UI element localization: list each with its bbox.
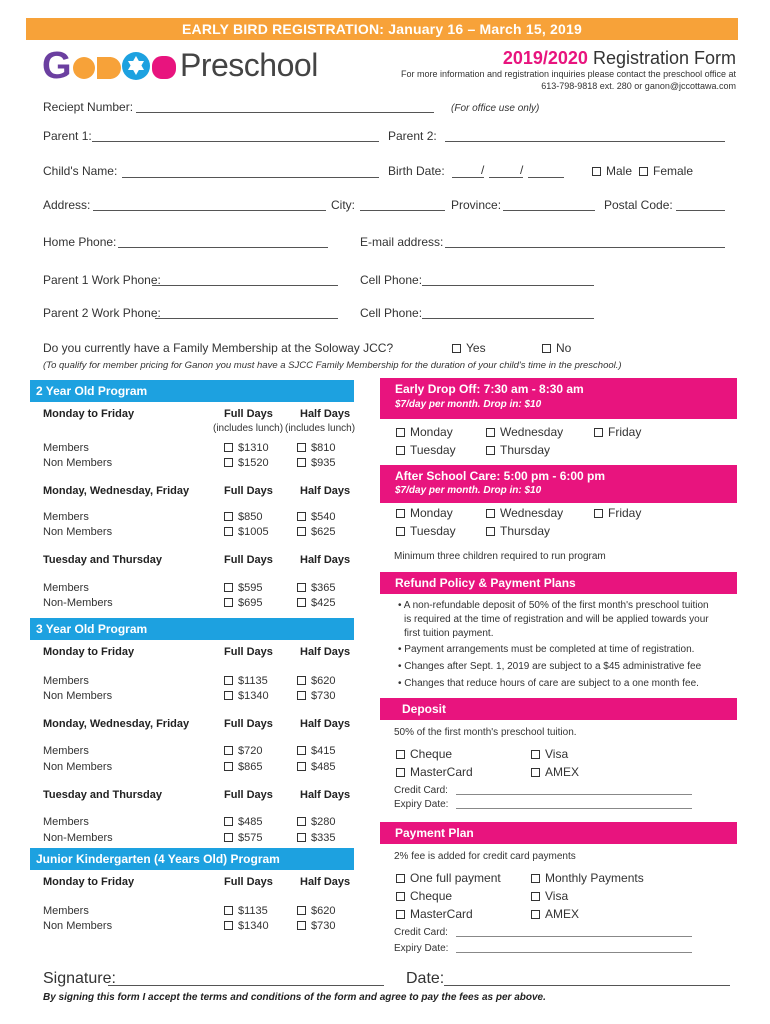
checkbox[interactable] bbox=[224, 512, 233, 521]
date-input[interactable] bbox=[444, 985, 730, 986]
p2-tt-members-half-option[interactable] bbox=[297, 582, 335, 594]
option-label: Monthly Payments bbox=[545, 871, 644, 885]
price: $280 bbox=[311, 816, 336, 828]
parent1-work-phone-label: Parent 1 Work Phone: bbox=[43, 273, 161, 287]
checkbox[interactable] bbox=[224, 746, 233, 755]
p2-tt-full-days-header: Full Days bbox=[224, 554, 273, 566]
price: $425 bbox=[311, 597, 336, 609]
price: $1005 bbox=[238, 526, 269, 538]
price: $620 bbox=[311, 905, 336, 917]
minimum-children-note: Minimum three children required to run program bbox=[394, 551, 606, 562]
checkbox[interactable] bbox=[297, 691, 306, 700]
membership-no-option[interactable] bbox=[542, 341, 571, 355]
checkbox[interactable] bbox=[396, 874, 405, 883]
early-bird-banner: EARLY BIRD REGISTRATION: January 16 – March 15, 2019 bbox=[26, 18, 738, 40]
price: $1340 bbox=[238, 690, 269, 702]
deposit-credit-card-label: Credit Card: bbox=[394, 785, 448, 796]
checkbox[interactable] bbox=[297, 833, 306, 842]
membership-no-checkbox[interactable] bbox=[542, 344, 551, 353]
checkbox[interactable] bbox=[531, 892, 540, 901]
checkbox[interactable] bbox=[531, 768, 540, 777]
contact-info-line2: 613-798-9818 ext. 280 or ganon@jccottawa.com bbox=[541, 81, 736, 91]
deposit-cheque-option[interactable] bbox=[396, 747, 452, 761]
checkbox[interactable] bbox=[224, 676, 233, 685]
p3-mwf-members-full-option[interactable] bbox=[224, 745, 262, 757]
membership-yes-option[interactable] bbox=[452, 341, 486, 355]
terms-statement: By signing this form I accept the terms and conditions of the form and agree to pay the fees as per above. bbox=[43, 992, 546, 1003]
after-school-header bbox=[380, 465, 737, 503]
checkbox[interactable] bbox=[224, 906, 233, 915]
checkbox[interactable] bbox=[224, 443, 233, 452]
date-label: Date: bbox=[406, 970, 445, 987]
option-label: Cheque bbox=[410, 889, 453, 903]
p2-mon-fri-label: Monday to Friday bbox=[43, 408, 135, 420]
p3-mwf-members-label: Members bbox=[43, 745, 89, 757]
p2-mf-half-days-header: Half Days bbox=[300, 408, 351, 420]
price: $810 bbox=[311, 442, 336, 454]
female-option[interactable] bbox=[639, 164, 693, 178]
p2-tt-members-full-option[interactable] bbox=[224, 582, 262, 594]
checkbox[interactable] bbox=[297, 817, 306, 826]
province-input[interactable] bbox=[503, 210, 595, 211]
day-label: Tuesday bbox=[410, 443, 456, 457]
parent1-label: Parent 1: bbox=[43, 129, 92, 143]
plan-monthly-option[interactable] bbox=[531, 871, 644, 885]
parent2-label: Parent 2: bbox=[388, 129, 437, 143]
price: $720 bbox=[238, 745, 263, 757]
after-monday-option[interactable] bbox=[396, 506, 453, 520]
p3-mf-nonmembers-half-option[interactable] bbox=[297, 690, 335, 702]
checkbox[interactable] bbox=[594, 428, 603, 437]
refund-policy-header: Refund Policy & Payment Plans bbox=[380, 572, 737, 594]
deposit-expiry-label: Expiry Date: bbox=[394, 799, 449, 810]
price: $485 bbox=[238, 816, 263, 828]
day-label: Thursday bbox=[500, 443, 551, 457]
checkbox[interactable] bbox=[224, 921, 233, 930]
price: $865 bbox=[238, 761, 263, 773]
option-label: Cheque bbox=[410, 747, 453, 761]
p3-mf-members-half-option[interactable] bbox=[297, 675, 335, 687]
checkbox[interactable] bbox=[396, 892, 405, 901]
postal-code-label: Postal Code: bbox=[604, 198, 673, 212]
price: $1135 bbox=[238, 905, 268, 917]
checkbox[interactable] bbox=[297, 746, 306, 755]
price: $365 bbox=[311, 582, 336, 594]
checkbox[interactable] bbox=[396, 446, 405, 455]
p2-mwf-nonmembers-label: Non Members bbox=[43, 526, 113, 538]
p3-mwf-full-days-header: Full Days bbox=[224, 718, 273, 730]
day-label: Wednesday bbox=[500, 506, 564, 520]
price: $695 bbox=[238, 597, 263, 609]
three-year-program-header: 3 Year Old Program bbox=[30, 618, 354, 640]
deposit-credit-card-input[interactable] bbox=[456, 794, 692, 795]
price: $620 bbox=[311, 675, 336, 687]
checkbox[interactable] bbox=[297, 458, 306, 467]
p3-tt-members-label: Members bbox=[43, 816, 89, 828]
plan-amex-option[interactable] bbox=[531, 907, 579, 921]
cell-phone2-label: Cell Phone: bbox=[360, 306, 423, 320]
price: $1135 bbox=[238, 675, 268, 687]
address-input[interactable] bbox=[93, 210, 326, 211]
parent1-work-phone-input[interactable] bbox=[152, 285, 338, 286]
membership-no-label: No bbox=[556, 341, 572, 355]
p3-tt-label: Tuesday and Thursday bbox=[43, 789, 162, 801]
option-label: AMEX bbox=[545, 907, 580, 921]
deposit-text: 50% of the first month's preschool tuition. bbox=[394, 727, 577, 738]
price: $540 bbox=[311, 511, 336, 523]
p3-mon-fri-label: Monday to Friday bbox=[43, 646, 135, 658]
p3-tt-nonmembers-label: Non-Members bbox=[43, 832, 113, 844]
membership-note: (To qualify for member pricing for Ganon you must have a SJCC Family Membership for the duration of your child's time in the preschool.) bbox=[43, 360, 622, 371]
plan-credit-card-input[interactable] bbox=[456, 936, 692, 937]
child-name-input[interactable] bbox=[122, 177, 379, 178]
two-year-program-header: 2 Year Old Program bbox=[30, 380, 354, 402]
p2-mwf-half-days-header: Half Days bbox=[300, 485, 351, 497]
p2-mwf-nonmembers-half-option[interactable] bbox=[297, 526, 335, 538]
p3-mwf-label: Monday, Wednesday, Friday bbox=[43, 718, 190, 730]
checkbox[interactable] bbox=[224, 598, 233, 607]
after-thursday-option[interactable] bbox=[486, 524, 550, 538]
checkbox[interactable] bbox=[486, 446, 495, 455]
checkbox[interactable] bbox=[297, 676, 306, 685]
p4-mf-members-full-option[interactable] bbox=[224, 905, 268, 917]
plan-credit-card-label: Credit Card: bbox=[394, 927, 448, 938]
p2-tt-half-days-header: Half Days bbox=[300, 554, 351, 566]
price: $730 bbox=[311, 920, 336, 932]
p2-mwf-members-half-option[interactable] bbox=[297, 511, 335, 523]
day-label: Friday bbox=[608, 425, 642, 439]
cell-phone1-input[interactable] bbox=[422, 285, 594, 286]
checkbox[interactable] bbox=[594, 509, 603, 518]
plan-mastercard-option[interactable] bbox=[396, 907, 473, 921]
after-friday-option[interactable] bbox=[594, 506, 641, 520]
signature-input[interactable] bbox=[108, 985, 384, 986]
office-use-note: (For office use only) bbox=[451, 103, 540, 114]
checkbox[interactable] bbox=[396, 509, 405, 518]
birth-date-label: Birth Date: bbox=[388, 164, 445, 178]
male-option[interactable] bbox=[592, 164, 632, 178]
p3-tt-nonmembers-full-option[interactable] bbox=[224, 832, 262, 844]
form-title-text: Registration Form bbox=[592, 48, 736, 68]
p3-tt-members-half-option[interactable] bbox=[297, 816, 335, 828]
parent1-input[interactable] bbox=[92, 141, 379, 142]
receipt-input[interactable] bbox=[136, 112, 434, 113]
jk-program-header: Junior Kindergarten (4 Years Old) Program bbox=[30, 848, 354, 870]
p2-tt-nonmembers-half-option[interactable] bbox=[297, 597, 335, 609]
checkbox[interactable] bbox=[297, 921, 306, 930]
option-label: AMEX bbox=[545, 765, 580, 779]
checkbox[interactable] bbox=[297, 598, 306, 607]
checkbox[interactable] bbox=[531, 910, 540, 919]
option-label: MasterCard bbox=[410, 765, 473, 779]
after-school-price: $7/day per month. Drop in: $10 bbox=[395, 485, 542, 496]
price: $730 bbox=[311, 690, 336, 702]
p2-mwf-nonmembers-full-option[interactable] bbox=[224, 526, 269, 538]
day-label: Thursday bbox=[500, 524, 551, 538]
plan-expiry-label: Expiry Date: bbox=[394, 943, 449, 954]
day-label: Tuesday bbox=[410, 524, 456, 538]
email-input[interactable] bbox=[445, 247, 725, 248]
option-label: One full payment bbox=[410, 871, 501, 885]
p2-mf-members-full-option[interactable] bbox=[224, 442, 269, 454]
p3-mf-members-label: Members bbox=[43, 675, 89, 687]
deposit-header: Deposit bbox=[380, 698, 737, 720]
day-label: Monday bbox=[410, 425, 453, 439]
p2-full-includes-lunch: (includes lunch) bbox=[213, 423, 284, 434]
parent2-input[interactable] bbox=[445, 141, 725, 142]
p4-mf-nonmembers-half-option[interactable] bbox=[297, 920, 335, 932]
checkbox[interactable] bbox=[531, 874, 540, 883]
cell-phone2-input[interactable] bbox=[422, 318, 594, 319]
p2-tt-members-label: Members bbox=[43, 582, 89, 594]
cell-phone1-label: Cell Phone: bbox=[360, 273, 423, 287]
parent2-work-phone-label: Parent 2 Work Phone: bbox=[43, 306, 161, 320]
home-phone-input[interactable] bbox=[118, 247, 328, 248]
price: $335 bbox=[311, 832, 336, 844]
early-thursday-option[interactable] bbox=[486, 443, 550, 457]
plan-expiry-input[interactable] bbox=[456, 952, 692, 953]
plan-cheque-option[interactable] bbox=[396, 889, 452, 903]
price: $935 bbox=[311, 457, 336, 469]
after-school-title: After School Care: 5:00 pm - 6:00 pm bbox=[395, 469, 606, 483]
p3-tt-nonmembers-half-option[interactable] bbox=[297, 832, 335, 844]
price: $625 bbox=[311, 526, 336, 538]
deposit-expiry-input[interactable] bbox=[456, 808, 692, 809]
price: $575 bbox=[238, 832, 263, 844]
checkbox[interactable] bbox=[396, 768, 405, 777]
p2-mf-members-label: Members bbox=[43, 442, 89, 454]
day-label: Wednesday bbox=[500, 425, 564, 439]
deposit-amex-option[interactable] bbox=[531, 765, 579, 779]
p2-mf-nonmembers-full-option[interactable] bbox=[224, 457, 269, 469]
province-label: Province: bbox=[451, 198, 502, 212]
option-label: Visa bbox=[545, 747, 569, 761]
p2-tt-nonmembers-full-option[interactable] bbox=[224, 597, 262, 609]
p2-half-includes-lunch: (includes lunch) bbox=[285, 423, 356, 434]
checkbox[interactable] bbox=[224, 583, 233, 592]
price: $1310 bbox=[238, 442, 269, 454]
p3-mf-members-full-option[interactable] bbox=[224, 675, 268, 687]
checkbox[interactable] bbox=[224, 817, 233, 826]
checkbox[interactable] bbox=[297, 906, 306, 915]
plan-visa-option[interactable] bbox=[531, 889, 568, 903]
checkbox[interactable] bbox=[486, 509, 495, 518]
price: $485 bbox=[311, 761, 336, 773]
membership-yes-checkbox[interactable] bbox=[452, 344, 461, 353]
logo-preschool-word: Preschool bbox=[180, 47, 318, 83]
day-label: Friday bbox=[608, 506, 642, 520]
checkbox[interactable] bbox=[224, 458, 233, 467]
day-label: Monday bbox=[410, 506, 453, 520]
plan-one-full-option[interactable] bbox=[396, 871, 501, 885]
early-wednesday-option[interactable] bbox=[486, 425, 563, 439]
email-label: E-mail address: bbox=[360, 235, 444, 249]
p2-mwf-members-full-option[interactable] bbox=[224, 511, 262, 523]
early-tuesday-option[interactable] bbox=[396, 443, 456, 457]
home-phone-label: Home Phone: bbox=[43, 235, 117, 249]
membership-yes-label: Yes bbox=[466, 341, 486, 355]
checkbox[interactable] bbox=[396, 428, 405, 437]
p2-mf-members-half-option[interactable] bbox=[297, 442, 335, 454]
deposit-visa-option[interactable] bbox=[531, 747, 568, 761]
checkbox[interactable] bbox=[224, 527, 233, 536]
form-year: 2019/2020 bbox=[502, 48, 588, 68]
child-name-label: Child's Name: bbox=[43, 164, 118, 178]
price: $850 bbox=[238, 511, 263, 523]
male-checkbox[interactable] bbox=[592, 167, 601, 176]
refund-bullet-2: • Payment arrangements must be completed at time of registration. bbox=[398, 644, 695, 655]
refund-bullet-1a: • A non-refundable deposit of 50% of the first month's preschool tuition bbox=[398, 600, 709, 611]
deposit-mastercard-option[interactable] bbox=[396, 765, 473, 779]
birth-month-input[interactable] bbox=[489, 177, 523, 178]
birth-year-input[interactable] bbox=[528, 177, 564, 178]
p3-mf-half-days-header: Half Days bbox=[300, 646, 351, 658]
postal-code-input[interactable] bbox=[676, 210, 725, 211]
p3-tt-full-days-header: Full Days bbox=[224, 789, 273, 801]
checkbox[interactable] bbox=[396, 910, 405, 919]
female-checkbox[interactable] bbox=[639, 167, 648, 176]
checkbox[interactable] bbox=[224, 762, 233, 771]
p3-tt-members-full-option[interactable] bbox=[224, 816, 262, 828]
p2-mwf-full-days-header: Full Days bbox=[224, 485, 273, 497]
p4-mf-members-half-option[interactable] bbox=[297, 905, 335, 917]
p3-mf-nonmembers-label: Non Members bbox=[43, 690, 113, 702]
early-drop-off-title: Early Drop Off: 7:30 am - 8:30 am bbox=[395, 382, 584, 396]
svg-text:G: G bbox=[42, 45, 72, 84]
p2-tt-label: Tuesday and Thursday bbox=[43, 554, 162, 566]
refund-bullet-1c: first tuition payment. bbox=[404, 628, 494, 639]
address-label: Address: bbox=[43, 198, 91, 212]
p2-mf-nonmembers-half-option[interactable] bbox=[297, 457, 335, 469]
early-friday-option[interactable] bbox=[594, 425, 641, 439]
checkbox[interactable] bbox=[297, 443, 306, 452]
parent2-work-phone-input[interactable] bbox=[155, 318, 338, 319]
refund-bullet-1b: is required at the time of registration and will be applied towards your bbox=[404, 614, 709, 625]
receipt-label: Reciept Number: bbox=[43, 100, 134, 114]
checkbox[interactable] bbox=[224, 833, 233, 842]
payment-plan-header: Payment Plan bbox=[380, 822, 737, 844]
price: $415 bbox=[311, 745, 336, 757]
checkbox[interactable] bbox=[531, 750, 540, 759]
checkbox[interactable] bbox=[486, 428, 495, 437]
city-label: City: bbox=[331, 198, 355, 212]
option-label: MasterCard bbox=[410, 907, 473, 921]
checkbox[interactable] bbox=[297, 527, 306, 536]
p4-mf-half-days-header: Half Days bbox=[300, 876, 351, 888]
p3-mwf-half-days-header: Half Days bbox=[300, 718, 351, 730]
p4-mf-members-label: Members bbox=[43, 905, 89, 917]
after-tuesday-option[interactable] bbox=[396, 524, 456, 538]
checkbox[interactable] bbox=[297, 583, 306, 592]
payment-plan-fee-note: 2% fee is added for credit card payments bbox=[394, 851, 576, 862]
birth-day-input[interactable] bbox=[452, 177, 484, 178]
price: $595 bbox=[238, 582, 263, 594]
checkbox[interactable] bbox=[396, 750, 405, 759]
price: $1520 bbox=[238, 457, 269, 469]
after-wednesday-option[interactable] bbox=[486, 506, 563, 520]
p3-tt-half-days-header: Half Days bbox=[300, 789, 351, 801]
birth-date-slash-2: / bbox=[520, 163, 524, 177]
refund-bullet-3: • Changes after Sept. 1, 2019 are subject to a $45 administrative fee bbox=[398, 661, 702, 672]
early-drop-off-header bbox=[380, 378, 737, 419]
checkbox[interactable] bbox=[486, 527, 495, 536]
female-label: Female bbox=[653, 164, 694, 178]
p3-mf-nonmembers-full-option[interactable] bbox=[224, 690, 269, 702]
male-label: Male bbox=[606, 164, 633, 178]
p3-mwf-nonmembers-label: Non Members bbox=[43, 761, 113, 773]
refund-bullet-4: • Changes that reduce hours of care are subject to a one month fee. bbox=[398, 678, 699, 689]
p2-mf-full-days-header: Full Days bbox=[224, 408, 273, 420]
early-monday-option[interactable] bbox=[396, 425, 453, 439]
p2-tt-nonmembers-label: Non-Members bbox=[43, 597, 113, 609]
p4-mf-nonmembers-label: Non Members bbox=[43, 920, 113, 932]
p3-mwf-nonmembers-full-option[interactable] bbox=[224, 761, 262, 773]
early-drop-off-price: $7/day per month. Drop in: $10 bbox=[395, 399, 542, 410]
p2-mwf-label: Monday, Wednesday, Friday bbox=[43, 485, 190, 497]
p3-mwf-members-half-option[interactable] bbox=[297, 745, 335, 757]
city-input[interactable] bbox=[360, 210, 445, 211]
checkbox[interactable] bbox=[297, 762, 306, 771]
option-label: Visa bbox=[545, 889, 569, 903]
signature-label: Signature: bbox=[43, 970, 116, 987]
contact-info-line1: For more information and registration inquiries please contact the preschool office at bbox=[400, 69, 736, 79]
p4-mon-fri-label: Monday to Friday bbox=[43, 876, 135, 888]
price: $1340 bbox=[238, 920, 269, 932]
form-title bbox=[503, 48, 736, 69]
birth-date-slash-1: / bbox=[481, 163, 485, 177]
checkbox[interactable] bbox=[396, 527, 405, 536]
checkbox[interactable] bbox=[297, 512, 306, 521]
membership-question: Do you currently have a Family Membership at the Soloway JCC? bbox=[43, 341, 394, 355]
p3-mf-full-days-header: Full Days bbox=[224, 646, 273, 658]
p3-mwf-nonmembers-half-option[interactable] bbox=[297, 761, 335, 773]
p4-mf-nonmembers-full-option[interactable] bbox=[224, 920, 269, 932]
p4-mf-full-days-header: Full Days bbox=[224, 876, 273, 888]
p2-mf-nonmembers-label: Non Members bbox=[43, 457, 113, 469]
p2-mwf-members-label: Members bbox=[43, 511, 89, 523]
checkbox[interactable] bbox=[224, 691, 233, 700]
